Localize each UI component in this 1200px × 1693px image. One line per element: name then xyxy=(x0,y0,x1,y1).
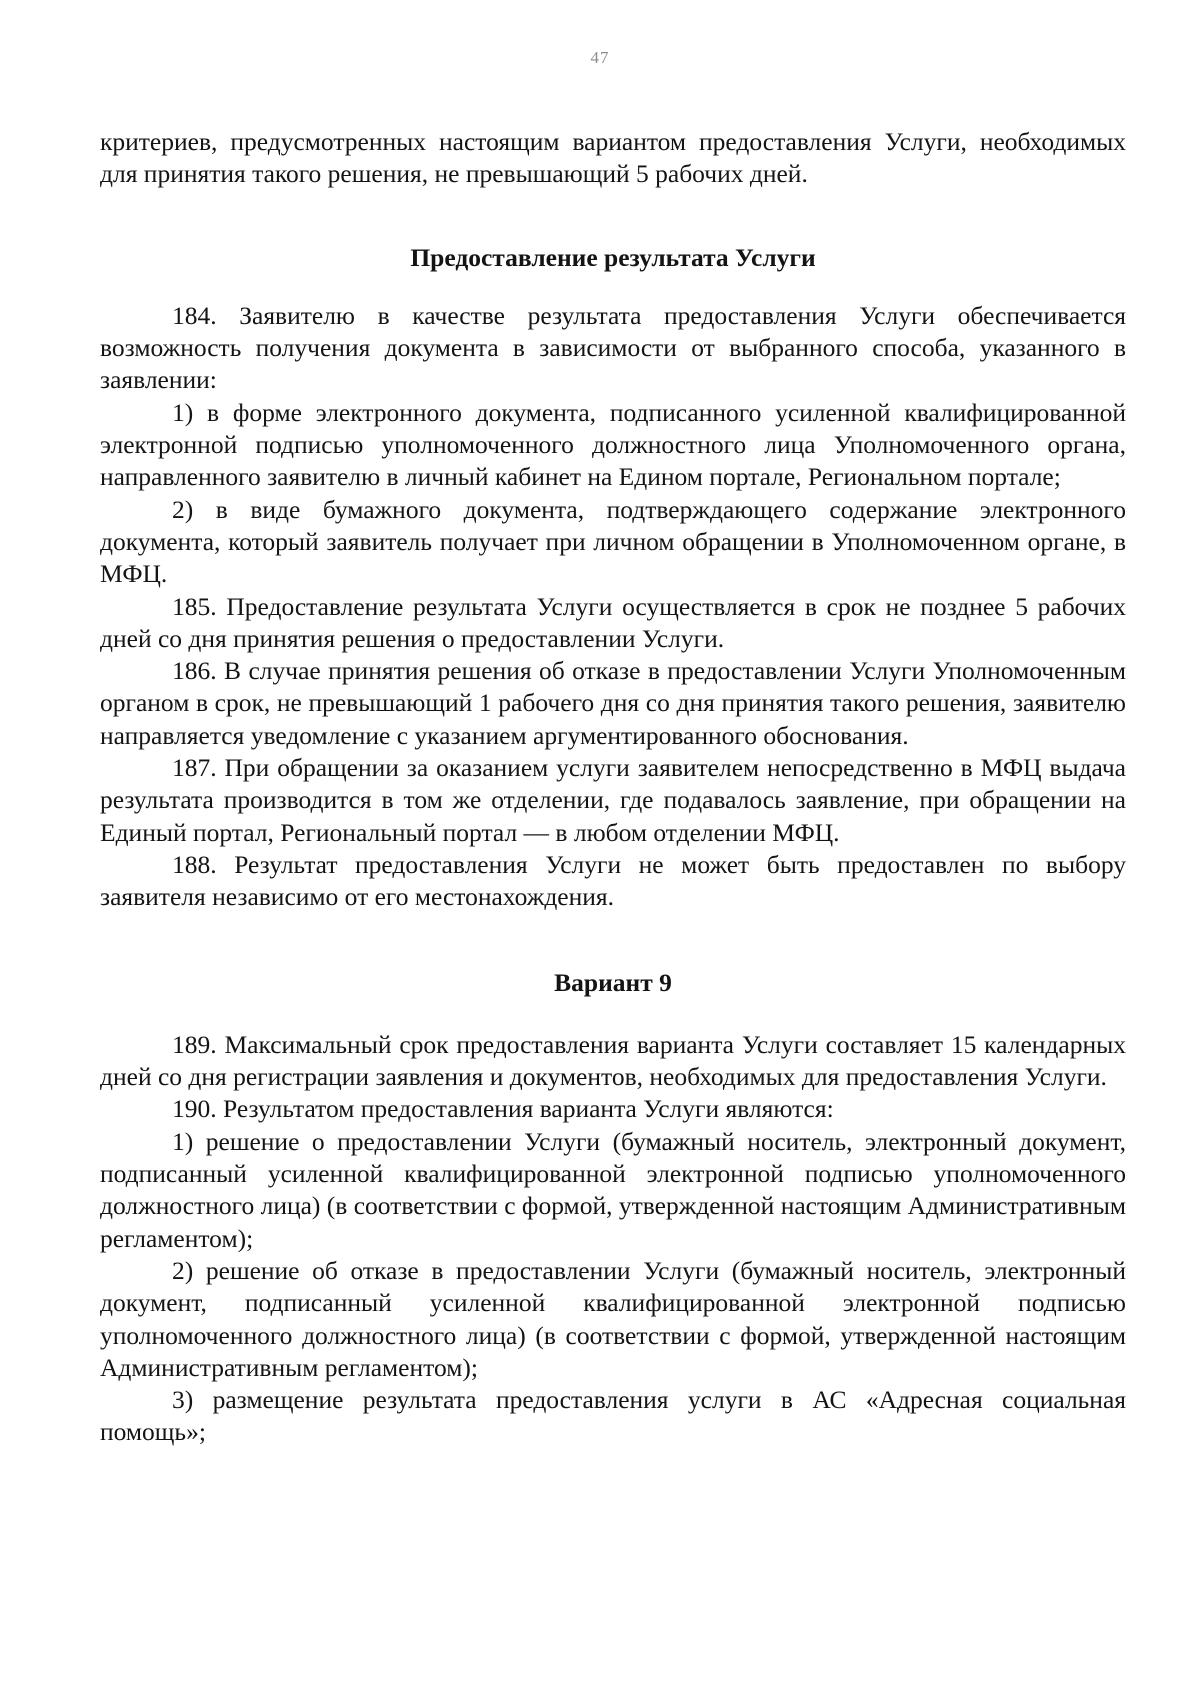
paragraph-184-item-1: 1) в форме электронного документа, подписанного усиленной квалифицированной электронной подписью уполномоченного должностного лица Уполномоченного органа, направленного заявителю в личный кабинет на Едином портале, Региональном портале; xyxy=(100,397,1126,492)
paragraph-185: 185. Предоставление результата Услуги осуществляется в срок не позднее 5 рабочих дней со дня принятия решения о предоставлении Услуги. xyxy=(100,591,1126,653)
paragraph-184-item-2: 2) в виде бумажного документа, подтверждающего содержание электронного документа, который заявитель получает при личном обращении в Уполномоченном органе, в МФЦ. xyxy=(100,494,1126,589)
section-heading-result: Предоставление результата Услуги xyxy=(410,242,816,272)
paragraph-186: 186. В случае принятия решения об отказе в предоставлении Услуги Уполномоченным органом в срок, не превышающий 1 рабочего дня со дня принятия такого решения, заявителю направляется уведомление с указанием аргументированного обоснования. xyxy=(100,656,1126,750)
paragraph-184: 184. Заявителю в качестве результата предоставления Услуги обеспечивается возможность получения документа в зависимости от выбранного способа, указанного в заявлении: xyxy=(100,300,1126,395)
paragraph-190-item-2: 2) решение об отказе в предоставлении Услуги (бумажный носитель, электронный документ, подписанный усиленной квалифицированной электронной подписью уполномоченного должностного лица) (в соответствии с формой, утвержденной настоящим Административным регламентом); xyxy=(100,1255,1126,1382)
page-number: 47 xyxy=(590,48,610,67)
section-heading-variant: Вариант 9 xyxy=(554,967,672,997)
paragraph-190: 190. Результатом предоставления варианта Услуги являются: xyxy=(172,1094,834,1124)
paragraph-187: 187. При обращении за оказанием услуги заявителем непосредственно в МФЦ выдача результата производится в том же отделении, где подавалось заявление, при обращении на Единый портал, Региональный портал — в любом отделении МФЦ. xyxy=(100,753,1126,847)
paragraph-188: 188. Результат предоставления Услуги не может быть предоставлен по выбору заявителя независимо от его местонахождения. xyxy=(100,849,1126,912)
paragraph-190-item-3: 3) размещение результата предоставления услуги в АС «Адресная социальная помощь»; xyxy=(100,1385,1126,1447)
paragraph-continuation: критериев, предусмотренных настоящим вариантом предоставления Услуги, необходимых для принятия такого решения, не превышающий 5 рабочих дней. xyxy=(100,127,1126,189)
paragraph-189: 189. Максимальный срок предоставления варианта Услуги составляет 15 календарных дней со дня регистрации заявления и документов, необходимых для предоставления Услуги. xyxy=(100,1029,1126,1092)
document-body xyxy=(100,126,1126,1449)
paragraph-190-item-1: 1) решение о предоставлении Услуги (бумажный носитель, электронный документ, подписанный усиленной квалифицированной электронной подписью уполномоченного должностного лица) (в соответствии с формой, утвержденной настоящим Административным регламентом); xyxy=(100,1126,1126,1253)
